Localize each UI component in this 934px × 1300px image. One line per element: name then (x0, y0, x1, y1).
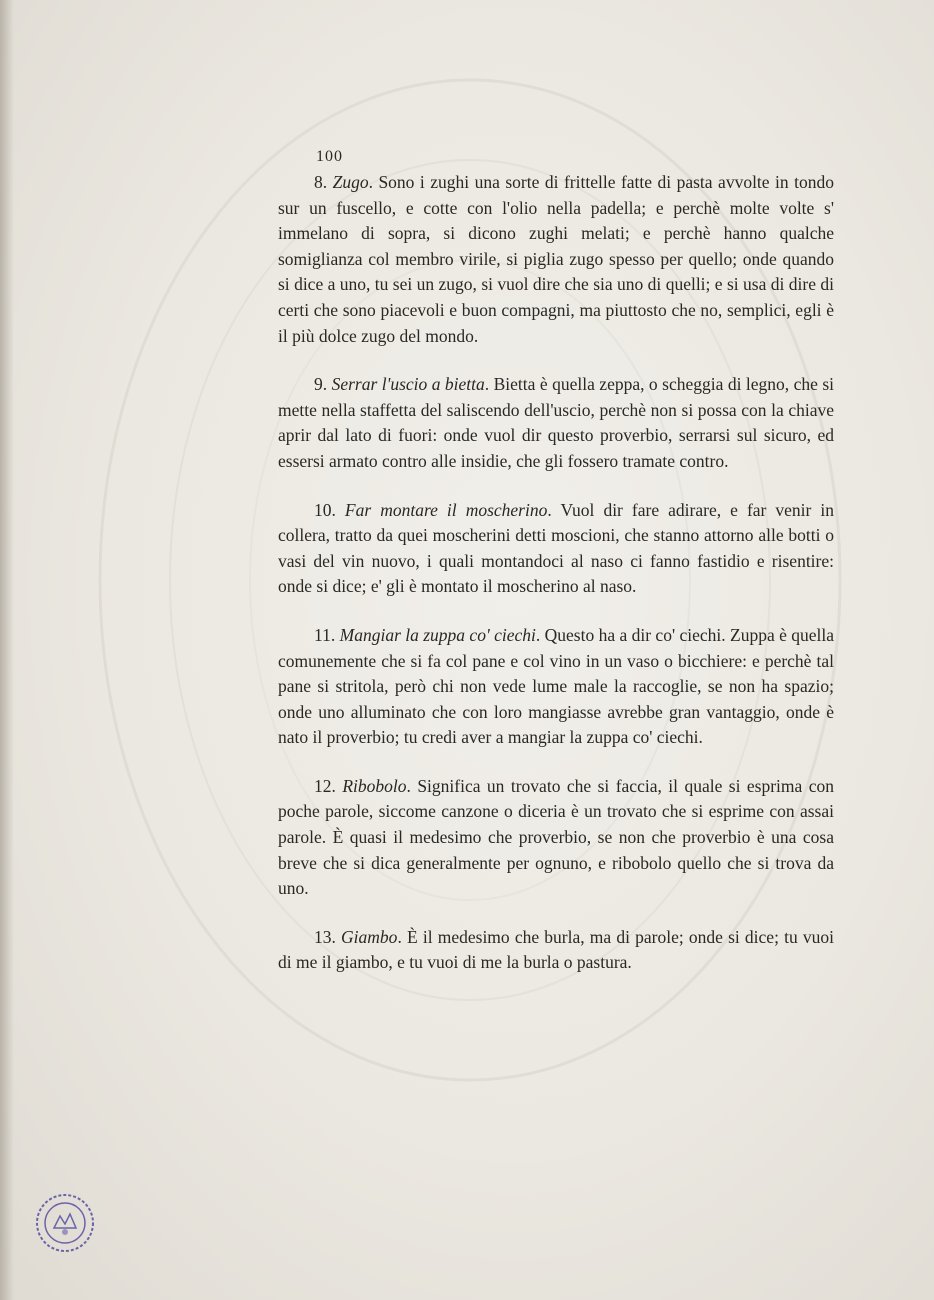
entry-term: Giambo (341, 926, 398, 947)
entry-number: 11. (314, 624, 336, 645)
entry-term: Far montare il moscherino (344, 499, 548, 520)
paragraph-9 (278, 372, 834, 474)
text-body (278, 170, 834, 999)
entry-text: . Questo ha a dir co' ciechi. Zuppa è quella comunemente che si fa col pane e col vino in un vaso o bicchiere: e perchè tal pane si stritola, però chi non vede lume male la raccoglie, se non ha spazio; onde uno alluminato che con loro mangiasse avrebbe gran vantaggio, onde è nato il proverbio; tu credi aver a mangiar la zuppa co' ciechi. (278, 624, 835, 748)
paragraph-13 (278, 925, 834, 976)
entry-term: Zugo (332, 172, 369, 192)
entry-text: . Vuol dir fare adirare, e far venir in collera, tratto da quei moscherini detti moscioni, che stanno attorno alle botti o vasi del vin nuovo, i quali montandoci al naso ci fanno fastidio e risentire: onde si dice; e' gli è montato il moscherino al naso. (278, 499, 835, 597)
entry-text: . È il medesimo che burla, ma di parole; onde si dice; tu vuoi di me il giambo, e tu vuoi di me la burla o pastura. (278, 926, 834, 973)
entry-term: Ribobolo (342, 775, 407, 796)
entry-number: 8. (314, 172, 328, 192)
page-edge-shadow (0, 0, 14, 1300)
paragraph-12 (278, 774, 834, 902)
entry-text: . Significa un trovato che si faccia, il quale si esprima con poche parole, siccome canzone o diceria è un trovato che si esprime con assai parole. È quasi il medesimo che proverbio, se non che proverbio è una cosa breve che si dica generalmente per ognuno, e ribobolo quello che si trova da uno. (278, 775, 835, 899)
entry-term: Mangiar la zuppa co' ciechi (339, 624, 536, 645)
entry-text: . Sono i zughi una sorte di frittelle fatte di pasta avvolte in tondo sur un fuscello, e cotte con l'olio nella padella; e perchè molte volte s' immelano di sopra, si dicono zughi melati; e perchè hanno qualche somiglianza col membro virile, si piglia zugo spesso per quello; onde quando si dice a uno, tu sei un zugo, si vuol dire che sia uno di quelli; e si usa di dire di certi che sono piacevoli e buon compagni, ma piuttosto che no, semplici, egli è il più dolce zugo del mondo. (278, 172, 834, 346)
entry-number: 10. (314, 499, 336, 520)
entry-number: 13. (314, 926, 336, 947)
paragraph-11 (278, 623, 834, 751)
paragraph-10 (278, 498, 834, 600)
page-number: 100 (316, 148, 343, 165)
library-stamp-icon (34, 1192, 96, 1254)
entry-term: Serrar l'uscio a bietta (331, 374, 485, 395)
entry-number: 9. (314, 374, 328, 395)
paragraph-8 (278, 170, 834, 349)
entry-number: 12. (314, 775, 336, 796)
entry-text: . Bietta è quella zeppa, o scheggia di legno, che si mette nella staffetta del saliscendo dell'uscio, perchè non si possa con la chiave aprir dal lato di fuori: onde vuol dir questo proverbio, serrarsi sul sicuro, ed essersi armato contro alle insidie, che gli fossero tramate contro. (278, 374, 834, 471)
